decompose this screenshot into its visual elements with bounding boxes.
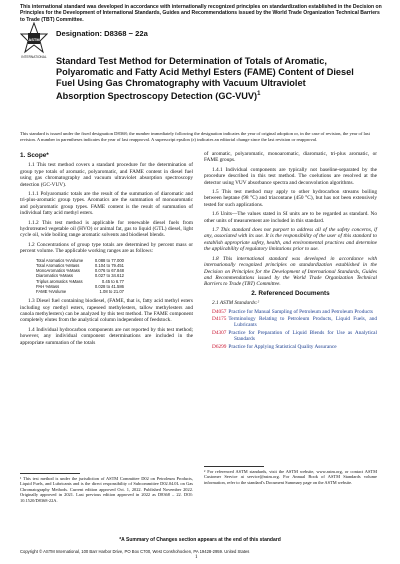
working-ranges-table	[36, 258, 124, 294]
footnote-astm-website: ² For referenced ASTM standards, visit the ASTM website, www.astm.org, or contact ASTM Customer Service at service@astm.org. For Annual Book of ASTM Standards volume information, refer to the standard's Document Summary page on the ASTM website.	[204, 469, 377, 485]
scope-heading: 1. Scope*	[20, 152, 49, 159]
range-row	[36, 289, 124, 294]
reference-title-link[interactable]: Practice for Preparation of Liquid Blends for Use as Analytical Standards	[228, 329, 377, 343]
paragraph-1-2: 1.2 Concentrations of group type totals are determined by percent mass or percent volume. The applicable working ranges are as follows:	[20, 241, 193, 255]
footnote-divider-left	[20, 473, 80, 474]
copyright-line: Copyright © ASTM International, 100 Barr Harbor Drive, PO Box C700, West Conshohocken, PA 19428-2959. United States	[20, 549, 250, 554]
range-value: 0.088 to 77.000	[94, 257, 124, 263]
reference-list	[212, 300, 377, 350]
range-value: 0.027 to 34.612	[94, 273, 124, 279]
range-name: Total Aromatics %Mass	[36, 262, 80, 268]
svg-text:ASTM: ASTM	[28, 37, 40, 42]
reference-title-link[interactable]: Terminology Relating to Petroleum Products, Liquid Fuels, and Lubricants	[228, 315, 377, 329]
range-value: 0.45 to 6.77	[101, 278, 124, 284]
range-name: Triplus aromatics %Mass	[36, 278, 83, 284]
paragraph-1-4: 1.4 Individual hydrocarbon components are not reported by this test method; however, any individual component determinations are included in the appropriate summation of the totals	[20, 326, 193, 346]
title-text: Standard Test Method for Determination of Totals of Aromatic, Polyaromatic and Fatty Acid Methyl Esters (FAME) Content of Diesel Fuel Using Gas Chromatography with Vacuum Ultraviolet Absorption Spectroscopy Detection (GC-VUV)	[56, 56, 354, 102]
reference-item	[212, 316, 377, 329]
right-paragraph: of aromatic, polyaromatic, monoaromatic, diaromatic, tri-plus aromatic, or FAME groups.	[204, 151, 377, 164]
range-name: PAH %Mass	[36, 283, 60, 289]
range-value: 0.028 to 41.586	[94, 283, 124, 289]
range-value: 0.076 to 67.848	[94, 268, 124, 274]
page-number: 1	[195, 555, 198, 560]
right-paragraph: 1.5 This test method may apply to other hydrocarbon streams boiling between heptane (98 °C) and triacontane (450 °C), but has not been extensively tested for such applications.	[204, 189, 377, 208]
footnote-divider-right	[204, 466, 264, 467]
summary-of-changes-note: *A Summary of Changes section appears at the end of this standard	[119, 537, 281, 543]
paragraph-1-1: 1.1 This test method covers a standard procedure for the determination of group type totals of aromatic, polyaromatic, and FAME content in diesel fuel using gas chromatography and vacuum ultraviolet absorption spectroscopy detection (GC-VUV).	[20, 162, 193, 188]
reference-code-link[interactable]: D4057	[212, 308, 227, 315]
range-value: 0.104 to 79.451	[94, 262, 124, 268]
reference-item	[212, 344, 377, 350]
paragraph-1-3: 1.3 Diesel fuel containing biodiesel, (FAME, that is, fatty acid methyl esters including soy methyl esters, rapeseed methylesters, tallow methylesters and canola methylesters) can be analyzed by this test method. The FAME component completely elutes from the analytical column independent of feedstock.	[20, 298, 193, 324]
designation: Designation: D8368 − 22a	[56, 29, 148, 38]
referenced-documents-heading: 2. Referenced Documents	[251, 289, 330, 297]
right-paragraph: 1.7 This standard does not purport to address all of the safety concerns, if any, associated with its use. It is the responsibility of the user of this standard to establish appropriate safety, health, and environmental practices and determine the applicability of regulatory limitations prior to use.	[204, 227, 377, 253]
reference-code-link[interactable]: D4307	[212, 329, 227, 336]
standard-issue-note: This standard is issued under the fixed designation D8368; the number immediately following the designation indicates the year of original adoption or, in the case of revision, the year of last revision. A number in parentheses indicates the year of last reapproval. A superscript epsilon (ε) indicates an editorial change since the last revision or reapproval.	[20, 131, 370, 142]
right-paragraph: 1.4.1 Individual components are typically not baseline-separated by the procedure described in this test method. The coelutions are resolved at the detector using VUV absorbance spectra and deconvolution algorithms.	[204, 166, 377, 186]
logo-label: INTERNATIONAL	[21, 55, 47, 59]
reference-code-link[interactable]: D4175	[212, 315, 227, 322]
paragraph-1-1-2: 1.1.2 This test method is applicable for renewable diesel fuels from hydrotreated vegetable oil (HVO) or animal fat, gas to liquid (GTL) diesel, light cycle oil, wide boiling range aromatic solvents and biodiesel blends.	[20, 219, 193, 239]
title-footnote-mark[interactable]: 1	[257, 91, 261, 97]
wto-notice: This international standard was developed in accordance with internationally recognized principles on standardization established in the Decision on Principles for the Development of International Standards, Guides and Recommendations issued by the World Trade Organization Technical Barriers to Trade (TBT) Committee.	[20, 4, 382, 23]
range-name: Total Aromatics %Volume	[36, 257, 84, 263]
range-row	[36, 279, 124, 284]
reference-title-link[interactable]: Practice for Manual Sampling of Petroleum and Petroleum Products	[228, 308, 373, 315]
reference-item	[212, 330, 377, 343]
right-paragraph: 1.6 Units—The values stated in SI units are to be regarded as standard. No other units of measurement are included in this standard.	[204, 211, 377, 224]
reference-title-link[interactable]: Practice for Applying Statistical Quality Assurance	[228, 343, 337, 350]
astm-logo	[20, 22, 48, 60]
right-paragraph: 1.8 This international standard was developed in accordance with internationally recognized principles on standardization established in the Decision on Principles for the Development of International Standards, Guides and Recommendations issued by the World Trade Organization Technical Barriers to Trade (TBT) Committee.	[204, 255, 377, 288]
astm-standards-subheading: 2.1 ASTM Standards:²	[212, 300, 260, 307]
range-name: MonoAromatics %Mass	[36, 268, 80, 274]
range-value: 1.08 to 21.07	[99, 288, 124, 294]
reference-code-link[interactable]: D6299	[212, 343, 227, 350]
paragraph-1-1-1: 1.1.1 Polyaromatic totals are the result of the summation of diaromatic and tri-plus-aromatic group types. Aromatics are the summation of monoaromatic and polyaromatic group types. FAME content is the result of summation of individual fatty acid methyl esters.	[20, 191, 193, 217]
range-name: Diaromatics %Mass	[36, 273, 73, 279]
document-title	[56, 56, 356, 102]
range-name: FAME %Volume	[36, 288, 67, 294]
footnote-jurisdiction: ¹ This test method is under the jurisdiction of ASTM Committee D02 on Petroleum Products, Liquid Fuels, and Lubricants and is the direct responsibility of Subcommittee D02.04.0L on Gas Chromatography Methods. Current edition approved Oct. 1, 2022. Published November 2022. Originally approved in 2021. Last previous edition approved in 2022 as D8368 – 22. DOI: 10.1520/D8368-22A.	[20, 476, 193, 503]
reference-item	[212, 309, 377, 315]
right-column	[204, 151, 377, 351]
left-column	[20, 151, 193, 349]
